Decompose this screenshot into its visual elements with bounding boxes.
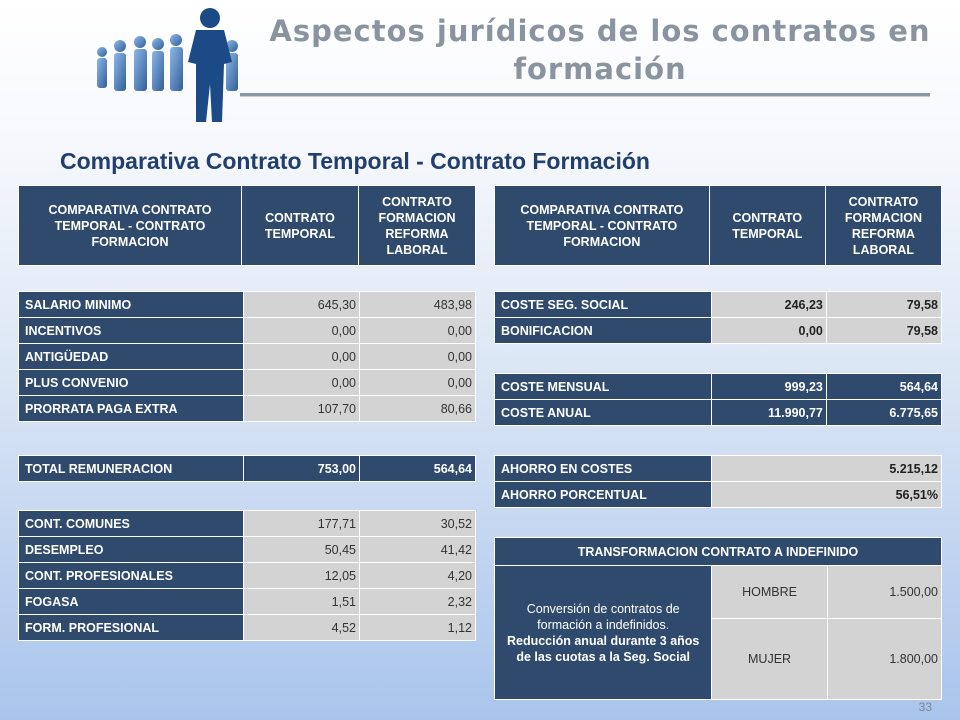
value-temporal: 0,00	[244, 318, 360, 344]
value-temporal: 645,30	[244, 292, 360, 318]
value-formacion: 30,52	[360, 511, 476, 537]
row-label: DESEMPLEO	[19, 537, 244, 563]
table-row	[495, 318, 942, 344]
table-row	[19, 615, 476, 641]
value-temporal: 4,52	[244, 615, 360, 641]
right-cost-table	[494, 373, 942, 426]
table-row	[19, 396, 476, 422]
gender-label: HOMBRE	[712, 566, 827, 619]
right-header-formacion: CONTRATO FORMACION REFORMA LABORAL	[825, 186, 941, 266]
row-label: INCENTIVOS	[19, 318, 244, 344]
page-number: 33	[918, 700, 932, 714]
value-temporal: 50,45	[244, 537, 360, 563]
table-row	[495, 374, 942, 400]
transform-table	[494, 537, 942, 700]
savings-value: 5.215,12	[711, 456, 941, 482]
left-header-comparativa: COMPARATIVA CONTRATO TEMPORAL - CONTRATO FORMACION	[19, 186, 242, 266]
table-row	[19, 589, 476, 615]
table-row	[19, 318, 476, 344]
left-header-formacion: CONTRATO FORMACION REFORMA LABORAL	[359, 186, 476, 266]
gender-value: 1.800,00	[827, 619, 941, 700]
page-title: Aspectos jurídicos de los contratos en formación	[269, 14, 931, 86]
row-label: COSTE SEG. SOCIAL	[495, 292, 712, 318]
row-label: AHORRO PORCENTUAL	[495, 482, 712, 508]
gender-label: MUJER	[712, 619, 827, 700]
left-header-temporal: CONTRATO TEMPORAL	[242, 186, 359, 266]
savings-value: 56,51%	[711, 482, 941, 508]
row-label: PLUS CONVENIO	[19, 370, 244, 396]
table-row	[495, 456, 942, 482]
table-row	[19, 292, 476, 318]
table-row	[495, 566, 942, 619]
right-savings-table	[494, 455, 942, 508]
table-row	[19, 511, 476, 537]
value-temporal: 1,51	[244, 589, 360, 615]
value-formacion: 41,42	[360, 537, 476, 563]
left-salary-table	[18, 291, 476, 422]
value-formacion: 1,12	[360, 615, 476, 641]
value-formacion: 6.775,65	[826, 400, 941, 426]
value-formacion: 4,20	[360, 563, 476, 589]
value-temporal: 11.990,77	[711, 400, 826, 426]
right-header-temporal: CONTRATO TEMPORAL	[709, 186, 825, 266]
value-formacion: 564,64	[360, 456, 476, 482]
table-row	[495, 482, 942, 508]
transform-header: TRANSFORMACION CONTRATO A INDEFINIDO	[495, 538, 942, 566]
table-row	[495, 292, 942, 318]
value-temporal: 107,70	[244, 396, 360, 422]
people-group-logo-icon	[92, 4, 252, 122]
value-temporal: 0,00	[244, 370, 360, 396]
table-row	[19, 456, 476, 482]
value-formacion: 80,66	[360, 396, 476, 422]
value-temporal: 999,23	[711, 374, 826, 400]
row-label: FORM. PROFESIONAL	[19, 615, 244, 641]
value-temporal: 177,71	[244, 511, 360, 537]
value-formacion: 483,98	[360, 292, 476, 318]
value-formacion: 0,00	[360, 318, 476, 344]
value-temporal: 753,00	[244, 456, 360, 482]
left-total-table	[18, 455, 476, 482]
row-label: BONIFICACION	[495, 318, 712, 344]
table-row	[19, 537, 476, 563]
gender-value: 1.500,00	[827, 566, 941, 619]
row-label: FOGASA	[19, 589, 244, 615]
row-label: COSTE ANUAL	[495, 400, 712, 426]
value-temporal: 0,00	[711, 318, 826, 344]
value-formacion: 79,58	[826, 318, 941, 344]
value-formacion: 79,58	[826, 292, 941, 318]
right-header-comparativa: COMPARATIVA CONTRATO TEMPORAL - CONTRATO FORMACION	[495, 186, 710, 266]
right-header-table	[494, 185, 942, 266]
table-row	[19, 563, 476, 589]
value-formacion: 0,00	[360, 370, 476, 396]
row-label: CONT. PROFESIONALES	[19, 563, 244, 589]
row-label: COSTE MENSUAL	[495, 374, 712, 400]
row-label: ANTIGÜEDAD	[19, 344, 244, 370]
right-ss-table	[494, 291, 942, 344]
section-subtitle: Comparativa Contrato Temporal - Contrato Formación	[60, 148, 650, 174]
value-formacion: 0,00	[360, 344, 476, 370]
left-contributions-table	[18, 510, 476, 641]
left-header-table	[18, 185, 476, 266]
row-label: CONT. COMUNES	[19, 511, 244, 537]
table-row	[19, 370, 476, 396]
value-formacion: 564,64	[826, 374, 941, 400]
value-temporal: 0,00	[244, 344, 360, 370]
value-temporal: 12,05	[244, 563, 360, 589]
row-label: TOTAL REMUNERACION	[19, 456, 244, 482]
header-divider-shadow	[240, 96, 930, 97]
table-row	[495, 400, 942, 426]
value-formacion: 2,32	[360, 589, 476, 615]
conversion-description-bold: Reducción anual durante 3 años de las cuotas a la Seg. Social	[506, 633, 700, 664]
conversion-description-text: Conversión de contratos de formación a indefinidos.	[526, 601, 680, 632]
table-row	[19, 344, 476, 370]
row-label: PRORRATA PAGA EXTRA	[19, 396, 244, 422]
conversion-description	[495, 566, 712, 700]
row-label: AHORRO EN COSTES	[495, 456, 712, 482]
value-temporal: 246,23	[711, 292, 826, 318]
row-label: SALARIO MINIMO	[19, 292, 244, 318]
